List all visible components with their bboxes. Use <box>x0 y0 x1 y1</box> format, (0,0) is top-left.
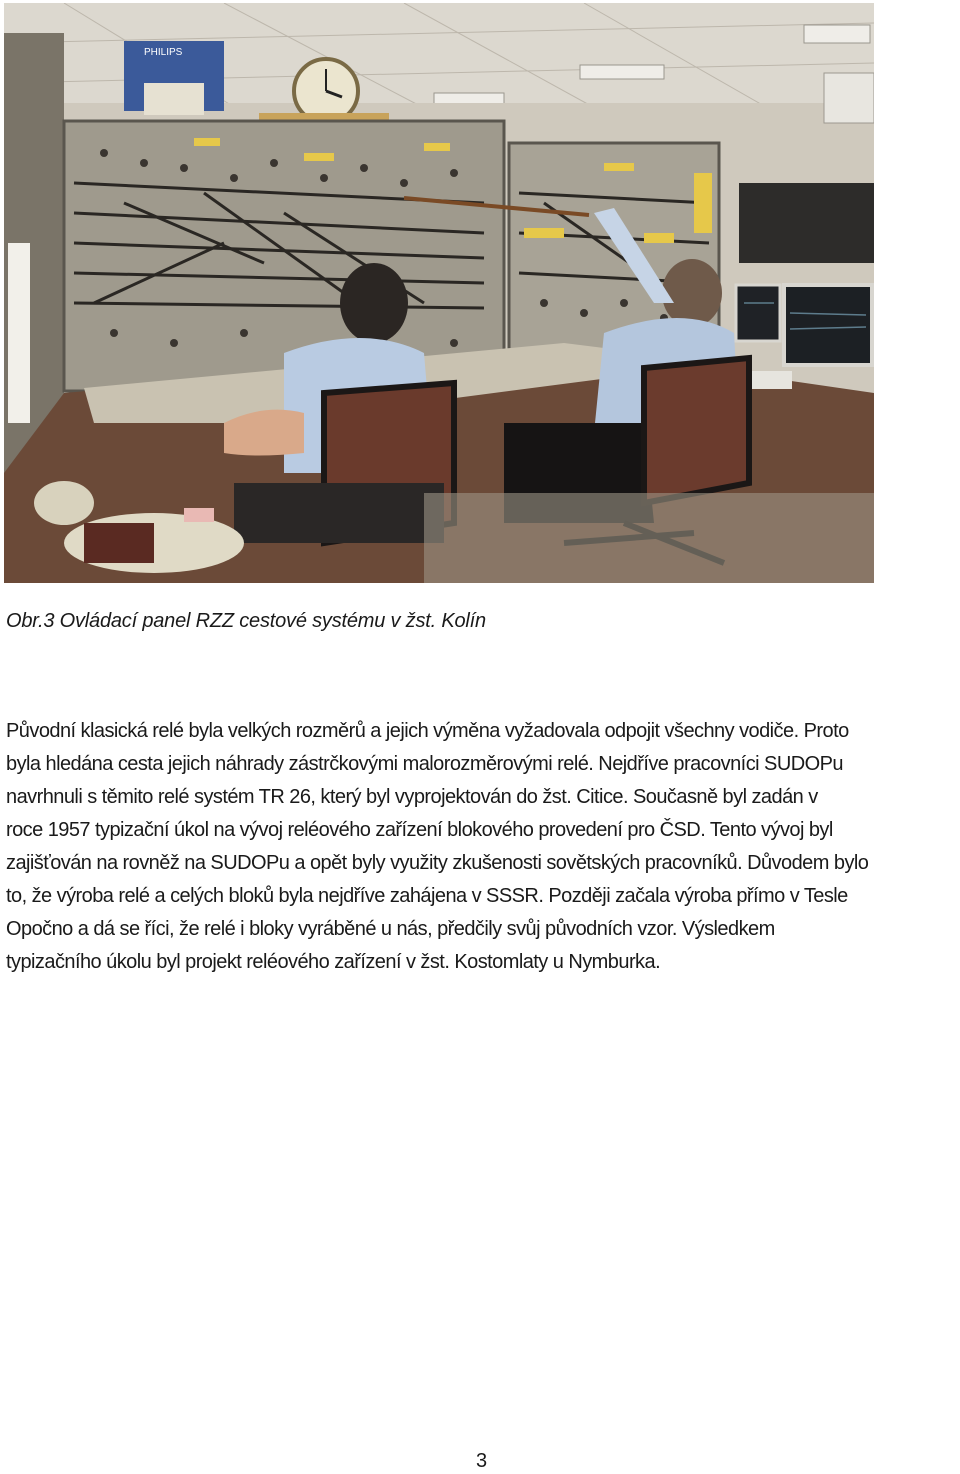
paragraph-line: zajišťován na rovněž na SUDOPu a opět byly využity zkušenosti sovětských pracovníků. Důvodem bylo <box>6 852 869 874</box>
dark-telephone <box>84 523 154 563</box>
telephone-icon <box>34 481 94 525</box>
photo-illustration <box>4 3 874 583</box>
equipment-rack <box>739 183 874 263</box>
chair-left-seat <box>234 483 444 543</box>
body-paragraph <box>6 715 960 979</box>
control-room-photo <box>4 3 874 583</box>
keyboard <box>752 371 792 389</box>
figure-caption: Obr.3 Ovládací panel RZZ cestové systému v žst. Kolín <box>6 610 486 632</box>
pink-note <box>184 508 214 522</box>
air-conditioner <box>824 73 874 123</box>
paragraph-line: Opočno a dá se říci, že relé i bloky vyráběné u nás, předčily svůj původních vzor. Výsledkem <box>6 918 775 940</box>
paragraph-line: to, že výroba relé a celých bloků byla nejdříve zahájena v SSSR. Později začala výroba přímo v Tesle <box>6 885 848 907</box>
paragraph-line: byla hledána cesta jejich náhrady zástrčkovými malorozměrovými relé. Nejdříve pracovníci SUDOPu <box>6 753 843 775</box>
paragraph-line: typizačního úkolu byl projekt reléového zařízení v žst. Kostomlaty u Nymburka. <box>6 951 661 973</box>
paragraph-line: navrhnuli s těmito relé systém TR 26, který byl vyprojektován do žst. Citice. Současně byl zadán v <box>6 786 818 808</box>
ceiling-vent <box>580 65 664 79</box>
philips-box-label: PHILIPS <box>144 47 183 58</box>
paper-notice <box>8 243 30 423</box>
monitor-icon <box>736 285 780 341</box>
paragraph-line: Původní klasická relé byla velkých rozměrů a jejich výměna vyžadovala odpojit všechny vodiče. Proto <box>6 720 849 742</box>
paragraph-line: roce 1957 typizační úkol na vývoj reléového zařízení blokového provedení pro ČSD. Tento vývoj byl <box>6 819 833 841</box>
monitor-icon <box>784 285 872 365</box>
chair-right <box>644 358 749 503</box>
person-left-head <box>340 263 408 343</box>
small-box <box>144 83 204 115</box>
person-right-head <box>662 259 722 327</box>
page-number: 3 <box>476 1450 488 1472</box>
ceiling-vent <box>804 25 870 43</box>
floor <box>424 493 874 583</box>
